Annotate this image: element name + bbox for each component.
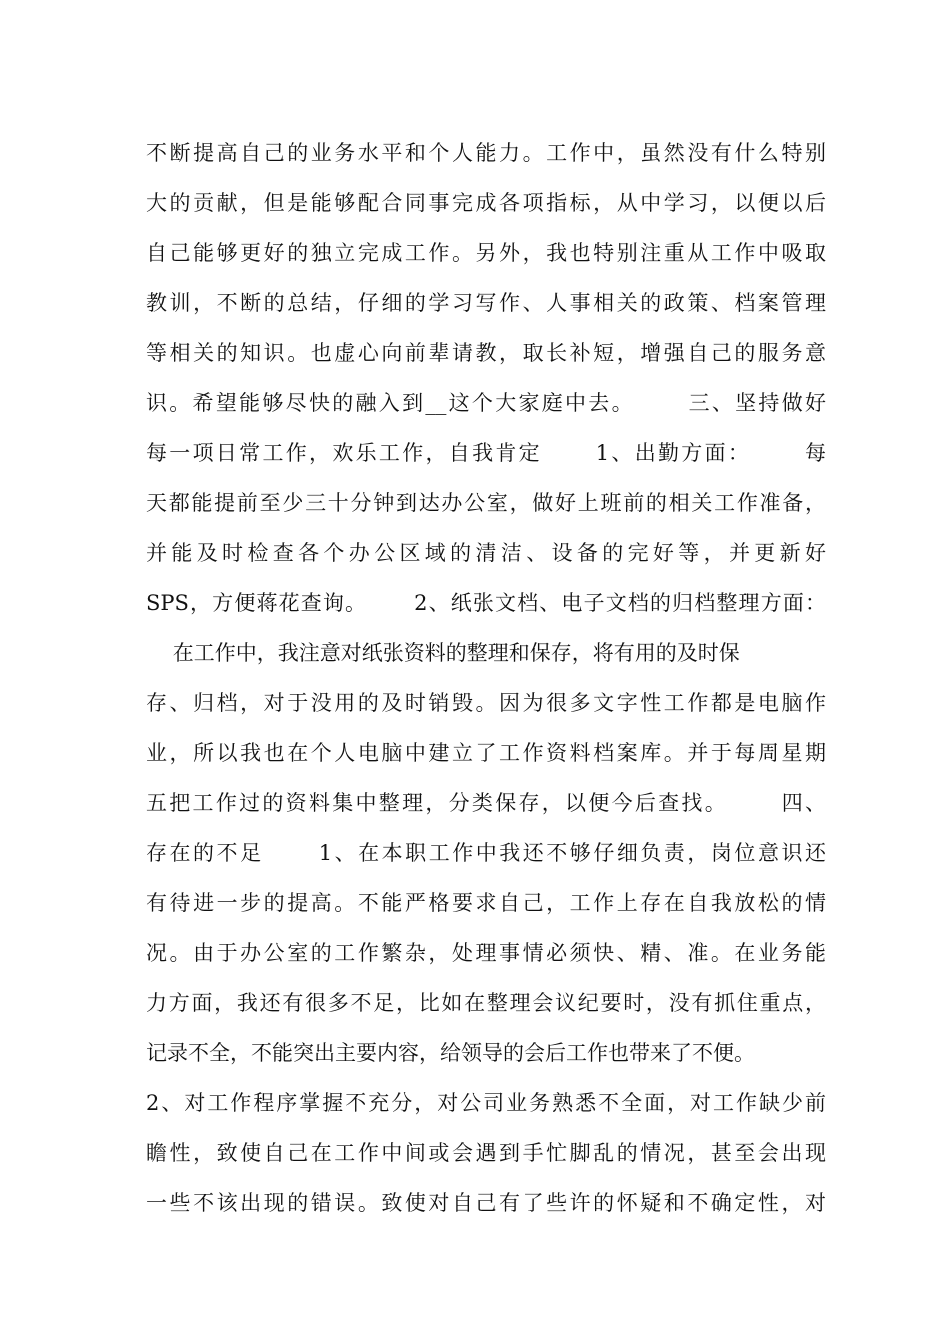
text-line: 存在的不足 1、在本职工作中我还不够仔细负责，岗位意识还 (146, 841, 826, 865)
text-line: 况。由于办公室的工作繁杂，处理事情必须快、精、准。在业务能 (146, 941, 826, 965)
text-line: 自己能够更好的独立完成工作。另外，我也特别注重从工作中吸取 (146, 241, 826, 265)
text-line: 业，所以我也在个人电脑中建立了工作资料档案库。并于每周星期 (146, 741, 826, 765)
text-line: 等相关的知识。也虚心向前辈请教，取长补短，增强自己的服务意 (146, 341, 826, 365)
text-line: 存、归档，对于没用的及时销毁。因为很多文字性工作都是电脑作 (146, 691, 826, 715)
text-line: 力方面，我还有很多不足，比如在整理会议纪要时，没有抓住重点， (146, 991, 826, 1015)
text-line: 识。希望能够尽快的融入到__这个大家庭中去。 三、坚持做好 (146, 391, 826, 415)
text-line: 五把工作过的资料集中整理，分类保存，以便今后查找。 四、 (146, 791, 826, 815)
text-line: 2、对工作程序掌握不充分，对公司业务熟悉不全面，对工作缺少前 (146, 1091, 826, 1115)
text-line: 不断提高自己的业务水平和个人能力。工作中，虽然没有什么特别 (146, 141, 826, 165)
text-line: 天都能提前至少三十分钟到达办公室，做好上班前的相关工作准备， (146, 491, 826, 515)
text-line: SPS，方便蒋花查询。 2、纸张文档、电子文档的归档整理方面： (146, 591, 826, 615)
text-line: 教训，不断的总结，仔细的学习写作、人事相关的政策、档案管理 (146, 291, 826, 315)
text-line: 大的贡献，但是能够配合同事完成各项指标，从中学习，以便以后 (146, 191, 826, 215)
text-line: 记录不全，不能突出主要内容，给领导的会后工作也带来了不便。 (146, 1041, 755, 1065)
text-line: 一些不该出现的错误。致使对自己有了些许的怀疑和不确定性，对 (146, 1191, 826, 1215)
text-line: 有待进一步的提高。不能严格要求自己，工作上存在自我放松的情 (146, 891, 826, 915)
text-line: 每一项日常工作，欢乐工作，自我肯定 1、出勤方面： 每 (146, 441, 826, 465)
text-line: 在工作中，我注意对纸张资料的整理和保存，将有用的及时保 (146, 641, 740, 665)
text-line: 并能及时检查各个办公区域的清洁、设备的完好等，并更新好 (146, 541, 826, 565)
text-line: 瞻性，致使自己在工作中间或会遇到手忙脚乱的情况，甚至会出现 (146, 1141, 826, 1165)
document-body-text (146, 128, 826, 1228)
